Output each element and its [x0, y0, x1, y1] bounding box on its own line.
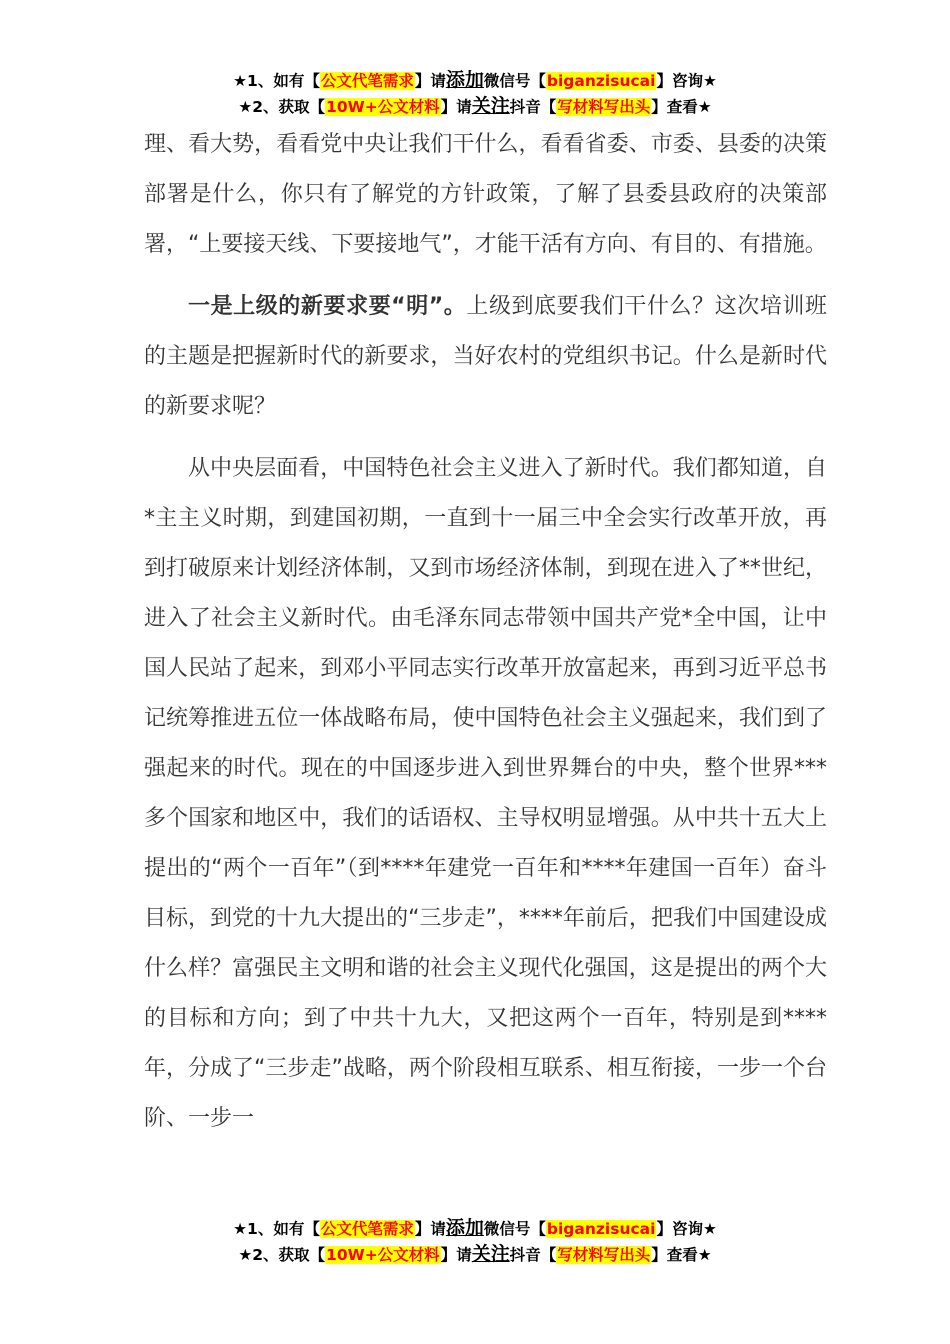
highlight-materials: 10W+公文材料	[326, 1246, 440, 1264]
header-banner	[0, 68, 950, 120]
banner-line-1: ★1、如有【公文代笔需求】请添加微信号【biganzisucai】咨询★	[233, 1217, 717, 1239]
highlight-douyin-account: 写材料写出头	[557, 1246, 651, 1264]
star-icon: ★	[702, 1220, 717, 1238]
document-body	[144, 120, 827, 1156]
highlight-wechat-id: biganzisucai	[546, 1220, 656, 1238]
highlight-wechat-id: biganzisucai	[546, 72, 656, 90]
highlight-materials: 10W+公文材料	[326, 98, 440, 116]
star-icon: ★	[233, 72, 248, 90]
highlight-service: 公文代笔需求	[320, 72, 414, 90]
highlight-douyin-account: 写材料写出头	[557, 98, 651, 116]
star-icon: ★	[702, 72, 717, 90]
banner-line-2: ★2、获取【10W+公文材料】请关注抖音【写材料写出头】查看★	[238, 1243, 712, 1265]
footer-banner	[0, 1216, 950, 1268]
paragraph-heading: 一是上级的新要求要“明”。	[188, 294, 467, 319]
banner-line-1: ★1、如有【公文代笔需求】请添加微信号【biganzisucai】咨询★	[233, 69, 717, 91]
star-icon: ★	[238, 98, 253, 116]
paragraph-1: 理、看大势，看看党中央让我们干什么，看看省委、市委、县委的决策部署是什么，你只有了解党的方针政策，了解了县委县政府的决策部署，“上要接天线、下要接地气”，才能干活有方向、有目的、有措施。	[144, 132, 827, 257]
highlight-service: 公文代笔需求	[320, 1220, 414, 1238]
star-icon: ★	[697, 98, 712, 116]
paragraph-3: 从中央层面看，中国特色社会主义进入了新时代。我们都知道，自*主主义时期，到建国初期，一直到十一届三中全会实行改革开放，再到打破原来计划经济体制，又到市场经济体制，到现在进入了**世纪，进入了社会主义新时代。由毛泽东同志带领中国共产党*全中国，让中国人民站了起来，到邓小平同志实行改革开放富起来，再到习近平总书记统筹推进五位一体战略布局，使中国特色社会主义强起来，我们到了强起来的时代。现在的中国逐步进入到世界舞台的中央，整个世界***多个国家和地区中，我们的话语权、主导权明显增强。从中共十五大上提出的“两个一百年”（到****年建党一百年和****年建国一百年）奋斗目标，到党的十九大提出的“三步走”，****年前后，把我们中国建设成什么样？富强民主文明和谐的社会主义现代化强国，这是提出的两个大的目标和方向；到了中共十九大，又把这两个一百年，特别是到****年，分成了“三步走”战略，两个阶段相互联系、相互衔接，一步一个台阶、一步一	[144, 456, 827, 1131]
star-icon: ★	[233, 1220, 248, 1238]
star-icon: ★	[697, 1246, 712, 1264]
star-icon: ★	[238, 1246, 253, 1264]
banner-line-2: ★2、获取【10W+公文材料】请关注抖音【写材料写出头】查看★	[238, 95, 712, 117]
paragraph-2: 一是上级的新要求要“明”。上级到底要我们干什么？这次培训班的主题是把握新时代的新要求，当好农村的党组织书记。什么是新时代的新要求呢？	[144, 294, 827, 419]
